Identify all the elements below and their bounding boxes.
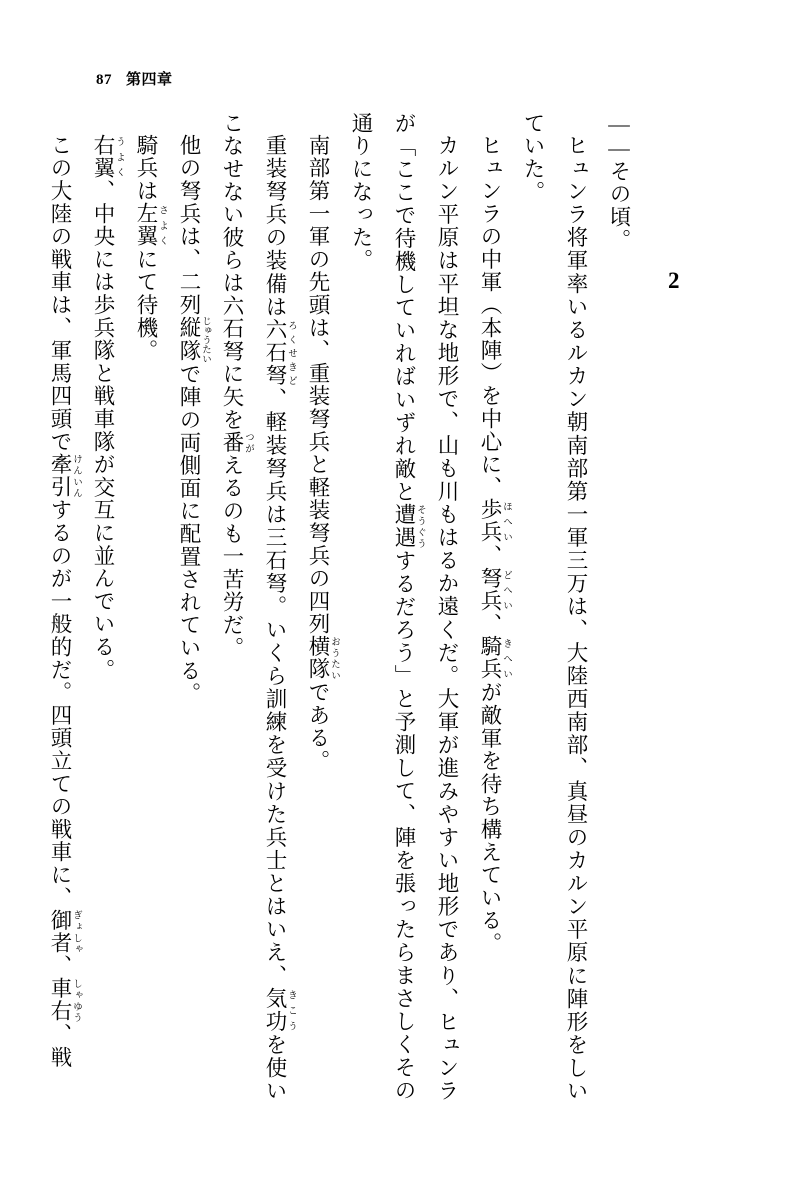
- ruby-sayoku: 左翼 さよく: [134, 201, 167, 248]
- ruby-outai: 横隊 おうたい: [306, 635, 339, 681]
- ruby-dohei: 弩兵 どへい: [478, 566, 511, 613]
- paragraph-3: ヒュンラの中軍（本陣）を中心に、歩兵 ほへい、弩兵 どへい、騎兵 きへいが敵軍を待ち構えている。: [478, 133, 511, 955]
- paragraph-9: 右翼 うよく、中央には歩兵隊と戦車隊が交互に並んでいる。: [91, 133, 124, 681]
- ruby-kenin: 牽引 けんいん: [48, 452, 81, 499]
- paragraph-6: 重装弩兵の装備は六石弩 ろくせきど、軽装弩兵は三石弩。いくら訓練を受けた兵士とはいえ、気功 きこうを使いこなせない彼らは六石弩に矢を番 つがえるのも一苦労だ。: [220, 112, 296, 1102]
- paragraph-5: 南部第一軍の先頭は、重装弩兵と軽装弩兵の四列横隊 おうたいである。: [306, 133, 339, 772]
- ruby-juutai: 縦隊 じゅうたい: [177, 315, 210, 363]
- ruby-rokusekido: 六石弩 ろくせきど: [263, 318, 296, 388]
- paragraph-1: ——その頃。: [607, 112, 631, 252]
- section-number: 2: [668, 268, 680, 293]
- page-number: 87: [96, 72, 112, 88]
- body-text: [48, 112, 640, 1102]
- paragraph-7: 他の弩兵は、二列縦隊 じゅうたいで陣の両側面に配置されている。: [177, 133, 210, 705]
- ruby-kihei: 騎兵 きへい: [478, 635, 511, 681]
- ruby-hohei: 歩兵 ほへい: [478, 498, 511, 544]
- ruby-sougu: 遭遇 そうぐう: [392, 503, 425, 550]
- page-header: [96, 68, 173, 89]
- paragraph-8: 騎兵は左翼 さよくにて待機。: [134, 133, 167, 362]
- paragraph-10: この大陸の戦車は、軍馬四頭で牽引 けんいんするのが一般的だ。四頭立ての戦車に、御者 ぎょしゃ、車右 しゃゆう、戦: [48, 133, 81, 1069]
- ruby-uyoku: 右翼 うよく: [91, 133, 124, 180]
- ruby-kikou: 気功 きこう: [263, 986, 296, 1034]
- ruby-shayuu: 車右 しゃゆう: [48, 977, 81, 1023]
- ruby-tsuga: 番 つが: [220, 431, 253, 455]
- chapter-title: 第四章: [126, 72, 173, 88]
- paragraph-4: カルン平原は平坦な地形で、山も川もはるか遠くだ。大軍が進みやすい地形であり、ヒュンラが「ここで待機していればいずれ敵と遭遇 そうぐうするだろう」と予測して、陣を張ったらまさしくその通りになった。: [349, 112, 459, 1102]
- ruby-gyosha: 御者 ぎょしゃ: [48, 908, 81, 955]
- paragraph-2: ヒュンラ将軍率いるルカン朝南部第一軍三万は、大陸西南部、真昼のカルン平原に陣形をしいていた。: [521, 112, 588, 1102]
